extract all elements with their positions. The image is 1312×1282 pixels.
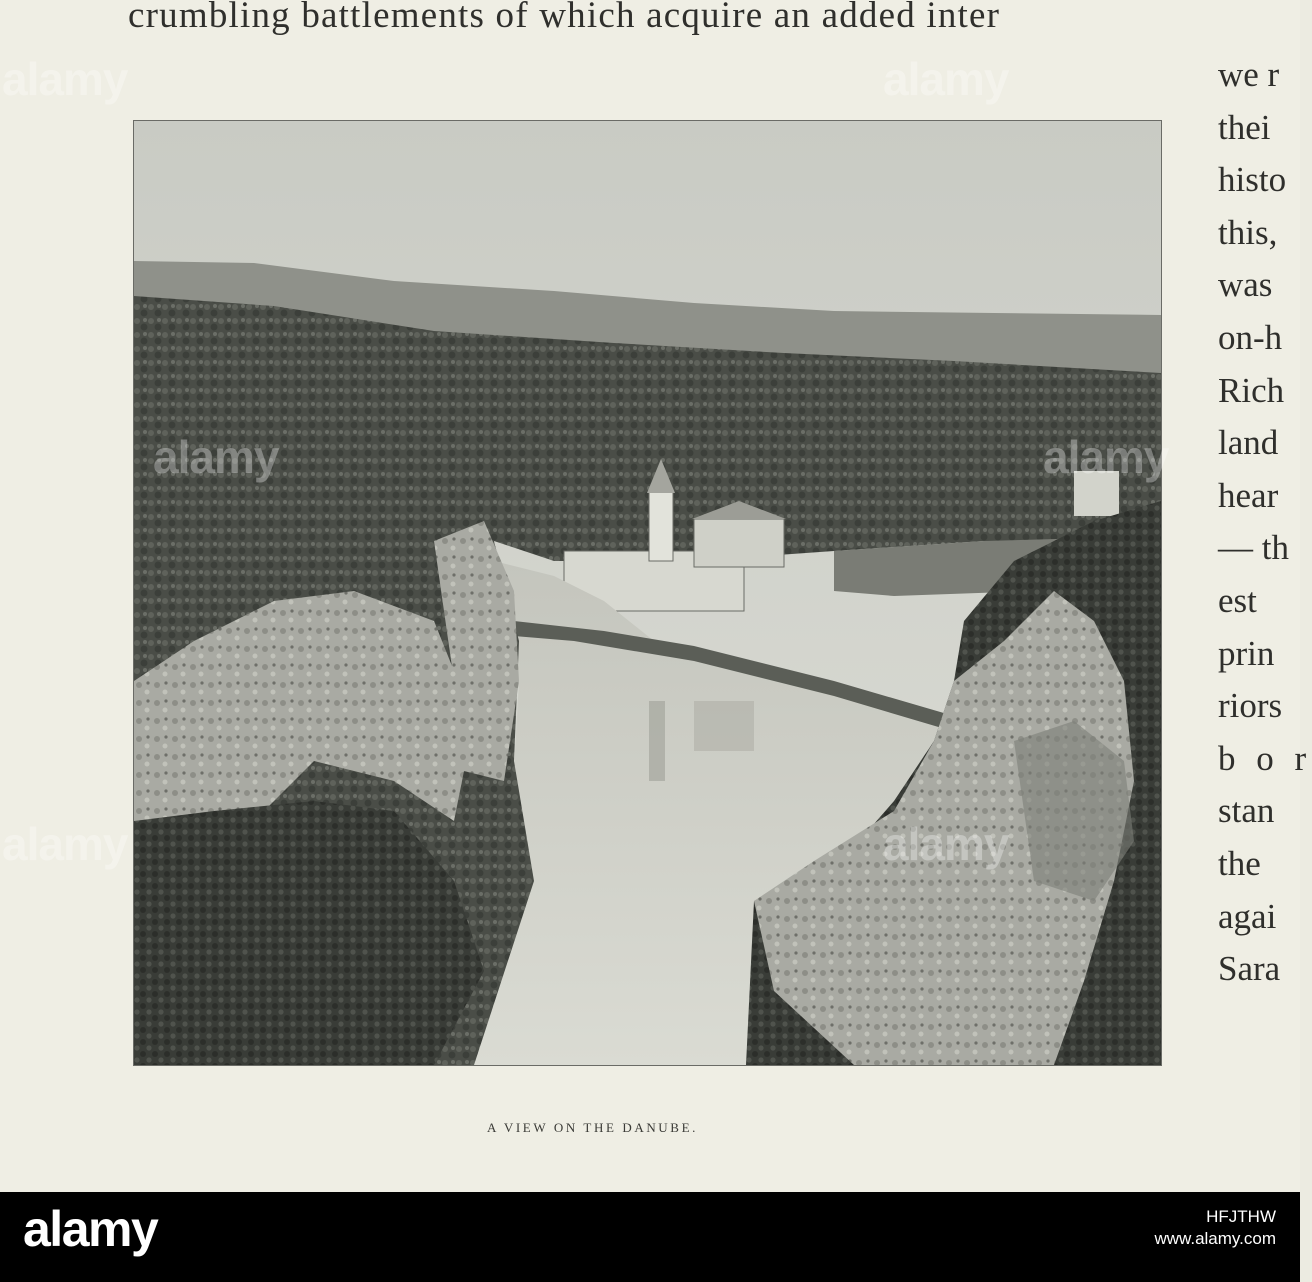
right-column-line: Sara <box>1218 949 1281 989</box>
right-column-line: — th <box>1218 528 1289 568</box>
watermark-text: alamy <box>883 818 1009 870</box>
watermark-text: alamy <box>2 818 128 870</box>
danube-landscape-illustration <box>134 121 1161 1065</box>
watermark-text: alamy <box>883 53 1009 105</box>
right-column-line: land <box>1218 423 1279 463</box>
right-column-line: on-h <box>1218 317 1283 357</box>
right-column-line: agai <box>1218 896 1277 936</box>
right-column-line: was <box>1218 265 1273 305</box>
image-id-block <box>1154 1206 1276 1250</box>
right-column-line: prin <box>1218 633 1275 673</box>
alamy-logo: alamy <box>23 1201 158 1257</box>
stock-footer-bar <box>0 1192 1300 1282</box>
body-text-right-column <box>1218 52 1312 999</box>
watermark-text: alamy <box>2 53 128 105</box>
body-text-top-line: crumbling battlements of which acquire an added inter <box>128 0 1001 36</box>
watermark-text: alamy <box>153 431 279 483</box>
right-column-line: est <box>1218 580 1257 620</box>
right-column-line: we r <box>1218 55 1280 94</box>
right-column-line: this, <box>1218 212 1278 252</box>
site-url: www.alamy.com <box>1154 1229 1276 1248</box>
right-column-line: riors <box>1218 686 1283 726</box>
watermark-text: alamy <box>1043 431 1169 483</box>
right-column-line: stan <box>1218 791 1275 831</box>
right-column-line: the <box>1218 843 1261 883</box>
right-column-line: Rich <box>1218 370 1285 410</box>
right-column-line: histo <box>1218 160 1287 200</box>
right-column-line: thei <box>1218 107 1271 147</box>
right-column-line: b o r <box>1218 738 1312 778</box>
plate-caption: A VIEW ON THE DANUBE. <box>487 1120 698 1135</box>
image-id: HFJTHW <box>1206 1207 1276 1226</box>
halftone-plate-image <box>133 120 1162 1066</box>
right-column-line: hear <box>1218 475 1279 515</box>
